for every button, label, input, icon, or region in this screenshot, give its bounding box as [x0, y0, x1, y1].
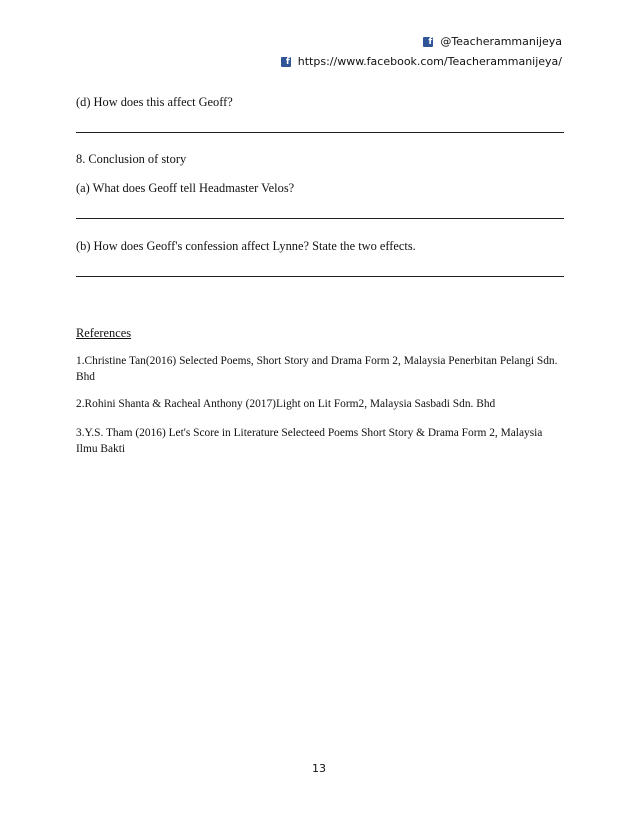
- facebook-icon: f: [423, 37, 433, 47]
- question-d: (d) How does this affect Geoff?: [76, 95, 233, 109]
- question-a: (a) What does Geoff tell Headmaster Velos?: [76, 181, 295, 195]
- header-url-row: [281, 52, 562, 72]
- page-number: 13: [312, 762, 326, 775]
- answer-line[interactable]: [76, 276, 564, 277]
- facebook-icon: f: [281, 57, 291, 67]
- page-header: [281, 32, 562, 72]
- answer-line[interactable]: [76, 132, 564, 133]
- question-b: (b) How does Geoff's confession affect Lynne? State the two effects.: [76, 239, 416, 253]
- header-url[interactable]: https://www.facebook.com/Teacherammanijeya/: [297, 55, 562, 68]
- header-handle-row: [281, 32, 562, 52]
- reference-item: 2.Rohini Shanta & Racheal Anthony (2017)Light on Lit Form2, Malaysia Sasbadi Sdn. Bhd: [76, 398, 496, 410]
- reference-item: 3.Y.S. Tham (2016) Let's Score in Literature Selecteed Poems Short Story & Drama Form 2, Malaysia Ilmu Bakti: [76, 427, 543, 455]
- section-8-heading: 8. Conclusion of story: [76, 152, 187, 166]
- header-handle: @Teacherammanijeya: [440, 35, 562, 48]
- reference-item: 1.Christine Tan(2016) Selected Poems, Short Story and Drama Form 2, Malaysia Penerbitan Pelangi Sdn. Bhd: [76, 355, 558, 383]
- answer-line[interactable]: [76, 218, 564, 219]
- references-title: References: [76, 326, 132, 340]
